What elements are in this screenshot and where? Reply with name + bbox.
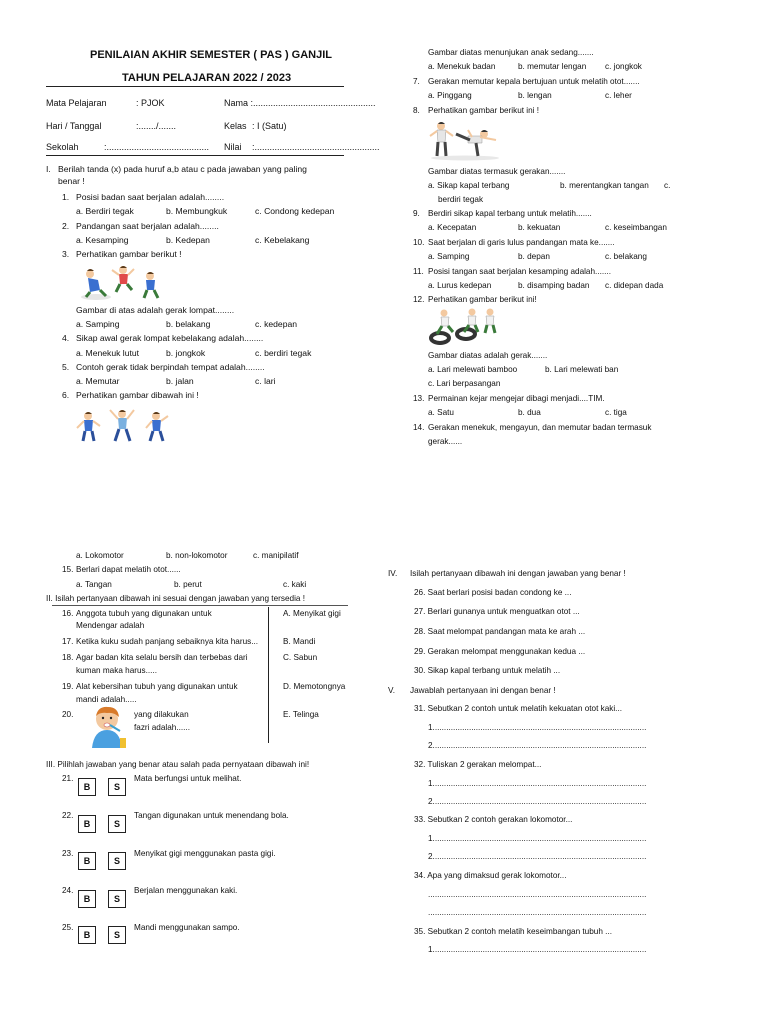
- q6-text: Perhatikan gambar dibawah ini !: [76, 390, 199, 400]
- q5-text: Contoh gerak tidak berpindah tempat adalah........: [76, 362, 265, 372]
- q12-option-c: c. Lari berpasangan: [428, 379, 501, 388]
- q7-option-b: b. lengan: [518, 91, 552, 100]
- header-divider: [46, 155, 344, 156]
- q11-option-a: a. Lurus kedepan: [428, 281, 492, 290]
- q24-benar-box[interactable]: B: [78, 890, 96, 908]
- q10-option-c: c. belakang: [605, 252, 647, 261]
- q32-answer-2[interactable]: 2..............................................................................................: [428, 797, 647, 806]
- q1-option-b: b. Membungkuk: [166, 206, 228, 216]
- q5-number: 5.: [62, 362, 70, 372]
- airplane-pose-illustration: [428, 118, 502, 162]
- q9-option-b: b. kekuatan: [518, 223, 561, 232]
- q7-number: 7.: [413, 77, 420, 86]
- matching-divider: [268, 607, 269, 743]
- q12-text: Perhatikan gambar berikut ini!: [428, 295, 537, 304]
- q4-option-c: c. berdiri tegak: [255, 348, 312, 358]
- q18-text: Agar badan kita selalu bersih dan terbebas dari: [76, 653, 248, 662]
- q25-number: 25.: [62, 923, 74, 932]
- q32-answer-1[interactable]: 1..............................................................................................: [428, 779, 647, 788]
- q25-benar-box[interactable]: B: [78, 926, 96, 944]
- q1-option-a: a. Berdiri tegak: [76, 206, 134, 216]
- q15-text: Berlari dapat melatih otot......: [76, 565, 181, 574]
- q13-number: 13.: [413, 394, 425, 403]
- matching-table-top: [52, 605, 348, 606]
- q3-number: 3.: [62, 249, 70, 259]
- q23-number: 23.: [62, 849, 74, 858]
- q22-benar-box[interactable]: B: [78, 815, 96, 833]
- q35-answer-1[interactable]: 1..............................................................................................: [428, 945, 647, 954]
- q3-text: Perhatikan gambar berikut !: [76, 249, 182, 259]
- q31-answer-2[interactable]: 2..............................................................................................: [428, 741, 647, 750]
- kelas-label: Kelas: [224, 121, 247, 131]
- q15-number: 15.: [62, 565, 74, 574]
- q8-text: Perhatikan gambar berikut ini !: [428, 106, 540, 115]
- q19-text-2: mandi adalah.....: [76, 695, 137, 704]
- title-underline: [46, 86, 344, 87]
- hari-value: :......./.......: [136, 121, 177, 131]
- q14-text: Gerakan menekuk, mengayun, dan memutar badan termasuk: [428, 423, 652, 432]
- q35-text: 35. Sebutkan 2 contoh melatih keseimbangan tubuh ...: [414, 927, 612, 936]
- q21-benar-box[interactable]: B: [78, 778, 96, 796]
- q14-number: 14.: [413, 423, 425, 432]
- q11-option-c: c. didepan dada: [605, 281, 664, 290]
- q23-text: Menyikat gigi menggunakan pasta gigi.: [134, 849, 276, 858]
- q31-answer-1[interactable]: 1..............................................................................................: [428, 723, 647, 732]
- q24-number: 24.: [62, 886, 74, 895]
- q10-number: 10.: [413, 238, 425, 247]
- q34-answer-2[interactable]: ................................................................................................: [428, 908, 647, 917]
- q24-salah-box[interactable]: S: [108, 890, 126, 908]
- q26-text: 26. Saat berlari posisi badan condong ke ...: [414, 588, 572, 597]
- q29-text: 29. Gerakan melompat menggunakan kedua ...: [414, 647, 586, 656]
- section3-instruction: III. Pilihlah jawaban yang benar atau salah pada pernyataan dibawah ini!: [46, 760, 310, 769]
- kelas-value: : I (Satu): [252, 121, 287, 131]
- nilai-value: :..................................................: [252, 142, 380, 152]
- q11-text: Posisi tangan saat berjalan kesamping adalah.......: [428, 267, 611, 276]
- q20-number: 20.: [62, 710, 74, 719]
- q7-option-a: a. Pinggang: [428, 91, 472, 100]
- q12-option-b: b. Lari melewati ban: [545, 365, 619, 374]
- q14-option-a: a. Lokomotor: [76, 551, 124, 560]
- q17-number: 17.: [62, 637, 74, 646]
- q27-text: 27. Berlari gunanya untuk menguatkan otot ...: [414, 607, 580, 616]
- mapel-label: Mata Pelajaran: [46, 98, 107, 108]
- q7-text: Gerakan memutar kepala bertujuan untuk melatih otot.......: [428, 77, 640, 86]
- q23-salah-box[interactable]: S: [108, 852, 126, 870]
- section1-num: I.: [46, 164, 51, 174]
- option-d: D. Memotongnya: [283, 682, 346, 691]
- q19-number: 19.: [62, 682, 74, 691]
- q4-number: 4.: [62, 333, 70, 343]
- q8-option-b: b. merentangkan tangan: [560, 181, 649, 190]
- q5-option-a: a. Memutar: [76, 376, 120, 386]
- q8-option-c: c.: [664, 181, 671, 190]
- q13-text: Permainan kejar mengejar dibagi menjadi....TIM.: [428, 394, 605, 403]
- q28-text: 28. Saat melompat pandangan mata ke arah ...: [414, 627, 586, 636]
- q17-text: Ketika kuku sudah panjang sebaiknya kita harus...: [76, 637, 259, 646]
- q13-option-c: c. tiga: [605, 408, 627, 417]
- q5-option-c: c. lari: [255, 376, 276, 386]
- q34-answer-1[interactable]: ................................................................................................: [428, 890, 647, 899]
- q14-text-2: gerak......: [428, 437, 463, 446]
- sekolah-value: :.........................................: [104, 142, 210, 152]
- q16-text-2: Mendengar adalah: [76, 621, 145, 630]
- hari-label: Hari / Tanggal: [46, 121, 102, 131]
- q4-option-a: a. Menekuk lutut: [76, 348, 140, 358]
- q13-option-b: b. dua: [518, 408, 541, 417]
- q24-text: Berjalan menggunakan kaki.: [134, 886, 238, 895]
- q7-option-c: c. leher: [605, 91, 632, 100]
- q33-answer-1[interactable]: 1..............................................................................................: [428, 834, 647, 843]
- q6-option-a: a. Menekuk badan: [428, 62, 496, 71]
- q16-text: Anggota tubuh yang digunakan untuk: [76, 609, 212, 618]
- q21-number: 21.: [62, 774, 74, 783]
- q20-text: yang dilakukan: [134, 710, 189, 719]
- q9-option-c: c. keseimbangan: [605, 223, 667, 232]
- option-b: B. Mandi: [283, 637, 316, 646]
- q32-text: 32. Tuliskan 2 gerakan melompat...: [414, 760, 542, 769]
- q8-number: 8.: [413, 106, 420, 115]
- q21-text: Mata berfungsi untuk melihat.: [134, 774, 242, 783]
- q25-salah-box[interactable]: S: [108, 926, 126, 944]
- q2-number: 2.: [62, 221, 70, 231]
- q12-option-a: a. Lari melewati bamboo: [428, 365, 518, 374]
- q33-text: 33. Sebutkan 2 contoh gerakan lokomotor...: [414, 815, 573, 824]
- q30-text: 30. Sikap kapal terbang untuk melatih ...: [414, 666, 561, 675]
- q10-option-a: a. Samping: [428, 252, 470, 261]
- section2-instruction: II. Isilah pertanyaan dibawah ini sesuai dengan jawaban yang tersedia !: [46, 594, 305, 603]
- q34-text: 34. Apa yang dimaksud gerak lokomotor...: [414, 871, 567, 880]
- boy-brushing-teeth-illustration: [86, 704, 128, 750]
- q4-text: Sikap awal gerak lompat kebelakang adalah........: [76, 333, 264, 343]
- q10-text: Saat berjalan di garis lulus pandangan mata ke.......: [428, 238, 615, 247]
- q15-option-c: c. kaki: [283, 580, 307, 589]
- q31-text: 31. Sebutkan 2 contoh untuk melatih kekuatan otot kaki...: [414, 704, 623, 713]
- q2-option-b: b. Kedepan: [166, 235, 210, 245]
- q6-number: 6.: [62, 390, 70, 400]
- section4-num: IV.: [388, 569, 398, 578]
- q18-text-2: kuman maka harus.....: [76, 666, 157, 675]
- q18-number: 18.: [62, 653, 74, 662]
- q14-option-b: b. non-lokomotor: [166, 551, 228, 560]
- q15-option-b: b. perut: [174, 580, 202, 589]
- q3-option-c: c. kedepan: [255, 319, 298, 329]
- q6-caption: Gambar diatas menunjukan anak sedang.......: [428, 48, 594, 57]
- q3-option-a: a. Samping: [76, 319, 120, 329]
- section1-instruction-2: benar !: [58, 176, 85, 186]
- jumping-children-illustration: [78, 262, 164, 302]
- sekolah-label: Sekolah: [46, 142, 79, 152]
- mapel-value: : PJOK: [136, 98, 165, 108]
- section5-num: V.: [388, 686, 395, 695]
- q16-number: 16.: [62, 609, 74, 618]
- q8-caption: Gambar diatas termasuk gerakan.......: [428, 167, 566, 176]
- q12-caption: Gambar diatas adalah gerak.......: [428, 351, 548, 360]
- q23-benar-box[interactable]: B: [78, 852, 96, 870]
- nama-field: Nama :.................................................: [224, 98, 376, 108]
- q25-text: Mandi menggunakan sampo.: [134, 923, 240, 932]
- q1-text: Posisi badan saat berjalan adalah........: [76, 192, 225, 202]
- q8-option-a: a. Sikap kapal terbang: [428, 181, 510, 190]
- q15-option-a: a. Tangan: [76, 580, 112, 589]
- q9-text: Berdiri sikap kapal terbang untuk melatih.......: [428, 209, 592, 218]
- q9-option-a: a. Kecepatan: [428, 223, 477, 232]
- q2-option-c: c. Kebelakang: [255, 235, 310, 245]
- q22-text: Tangan digunakan untuk menendang bola.: [134, 811, 289, 820]
- option-a: A. Menyikat gigi: [283, 609, 341, 618]
- option-e: E. Telinga: [283, 710, 319, 719]
- q4-option-b: b. jongkok: [166, 348, 206, 358]
- q12-number: 12.: [413, 295, 425, 304]
- q1-option-c: c. Condong kedepan: [255, 206, 335, 216]
- q14-option-c: c. manipilatif: [253, 551, 299, 560]
- q22-salah-box[interactable]: S: [108, 815, 126, 833]
- q2-option-a: a. Kesamping: [76, 235, 129, 245]
- stretching-children-illustration: [74, 404, 174, 444]
- q21-salah-box[interactable]: S: [108, 778, 126, 796]
- title-line-1: PENILAIAN AKHIR SEMESTER ( PAS ) GANJIL: [90, 49, 333, 61]
- q10-option-b: b. depan: [518, 252, 550, 261]
- q6-option-c: c. jongkok: [605, 62, 642, 71]
- q1-number: 1.: [62, 192, 70, 202]
- q6-option-b: b. memutar lengan: [518, 62, 587, 71]
- section1-instruction: Berilah tanda (x) pada huruf a,b atau c pada jawaban yang paling: [58, 164, 307, 174]
- section4-instruction: Isilah pertanyaan dibawah ini dengan jawaban yang benar !: [410, 569, 626, 578]
- tire-running-illustration: [428, 306, 498, 346]
- title-line-2: TAHUN PELAJARAN 2022 / 2023: [122, 72, 292, 84]
- q9-number: 9.: [413, 209, 420, 218]
- q11-number: 11.: [413, 267, 424, 276]
- q3-option-b: b. belakang: [166, 319, 211, 329]
- section5-instruction: Jawablah pertanyaan ini dengan benar !: [410, 686, 556, 695]
- q13-option-a: a. Satu: [428, 408, 454, 417]
- option-c: C. Sabun: [283, 653, 318, 662]
- q19-text: Alat kebersihan tubuh yang digunakan untuk: [76, 682, 238, 691]
- q20-text-2: fazri adalah......: [134, 723, 190, 732]
- q22-number: 22.: [62, 811, 74, 820]
- nilai-label: Nilai: [224, 142, 242, 152]
- q33-answer-2[interactable]: 2..............................................................................................: [428, 852, 647, 861]
- q11-option-b: b. disamping badan: [518, 281, 590, 290]
- q8-option-c-text: berdiri tegak: [438, 195, 484, 204]
- q2-text: Pandangan saat berjalan adalah........: [76, 221, 219, 231]
- q3-caption: Gambar di atas adalah gerak lompat........: [76, 305, 235, 315]
- q5-option-b: b. jalan: [166, 376, 194, 386]
